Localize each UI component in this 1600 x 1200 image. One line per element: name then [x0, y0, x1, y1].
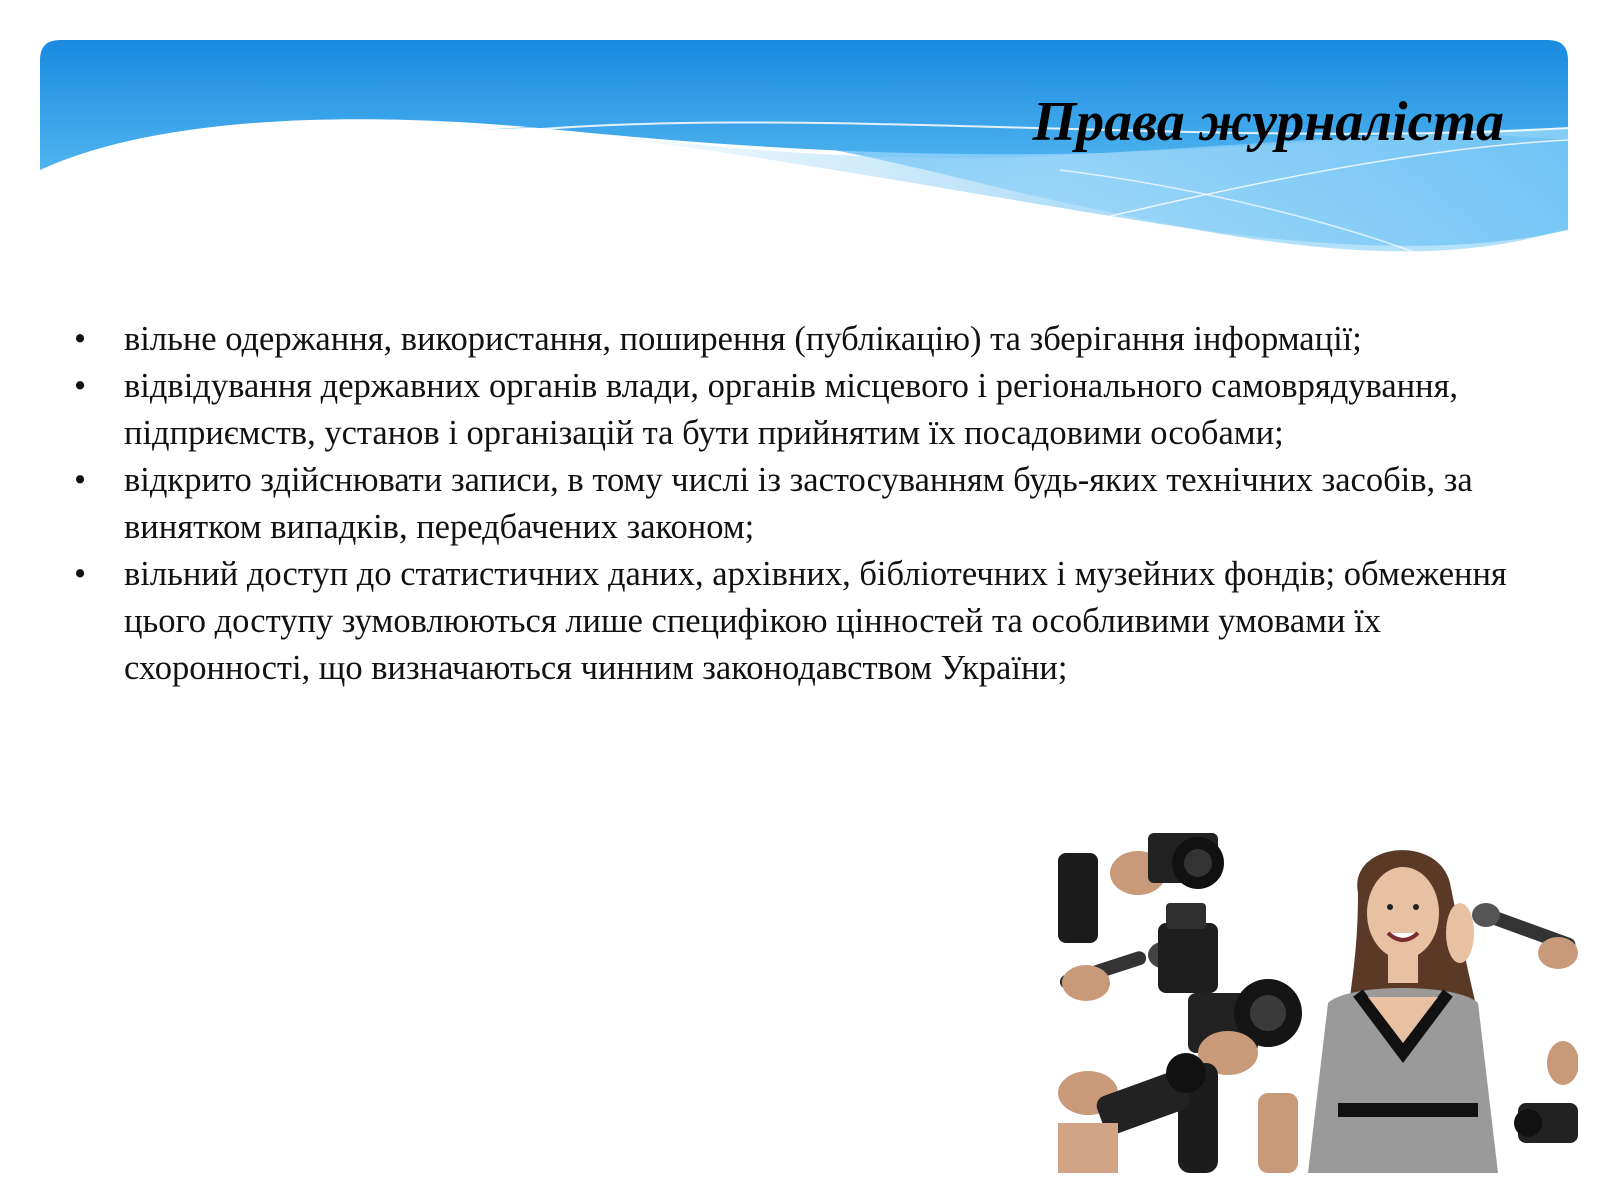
press-conference-photo — [1058, 833, 1578, 1173]
list-item — [70, 457, 1550, 551]
list-item — [70, 316, 1550, 363]
bullet-text: вільний доступ до статистичних даних, архівних, бібліотечних і музейних фондів; обмеження цього доступу зумовлюються лише специфікою цінностей та особливими умовами їх схоронності, що визначаються чинним законодавством України; — [124, 555, 1507, 687]
bullet-text: відвідування державних органів влади, органів місцевого і регіонального самоврядування, підприємств, установ і організацій та бути прийнятим їх посадовими особами; — [124, 367, 1459, 452]
bullet-marker: • — [73, 320, 87, 358]
bullet-list — [70, 316, 1550, 692]
slide-title: Права журналіста — [1032, 91, 1504, 153]
list-item — [70, 551, 1550, 692]
list-item — [70, 363, 1550, 457]
bullet-marker: • — [73, 461, 87, 499]
bullet-text: вільне одержання, використання, поширення (публікацію) та зберігання інформації; — [124, 320, 1362, 358]
bullet-text: відкрито здійснювати записи, в тому числі із застосуванням будь-яких технічних засобів, за винятком випадків, передбачених законом; — [124, 461, 1473, 546]
bullet-marker: • — [73, 367, 87, 405]
bullet-marker: • — [73, 555, 87, 593]
